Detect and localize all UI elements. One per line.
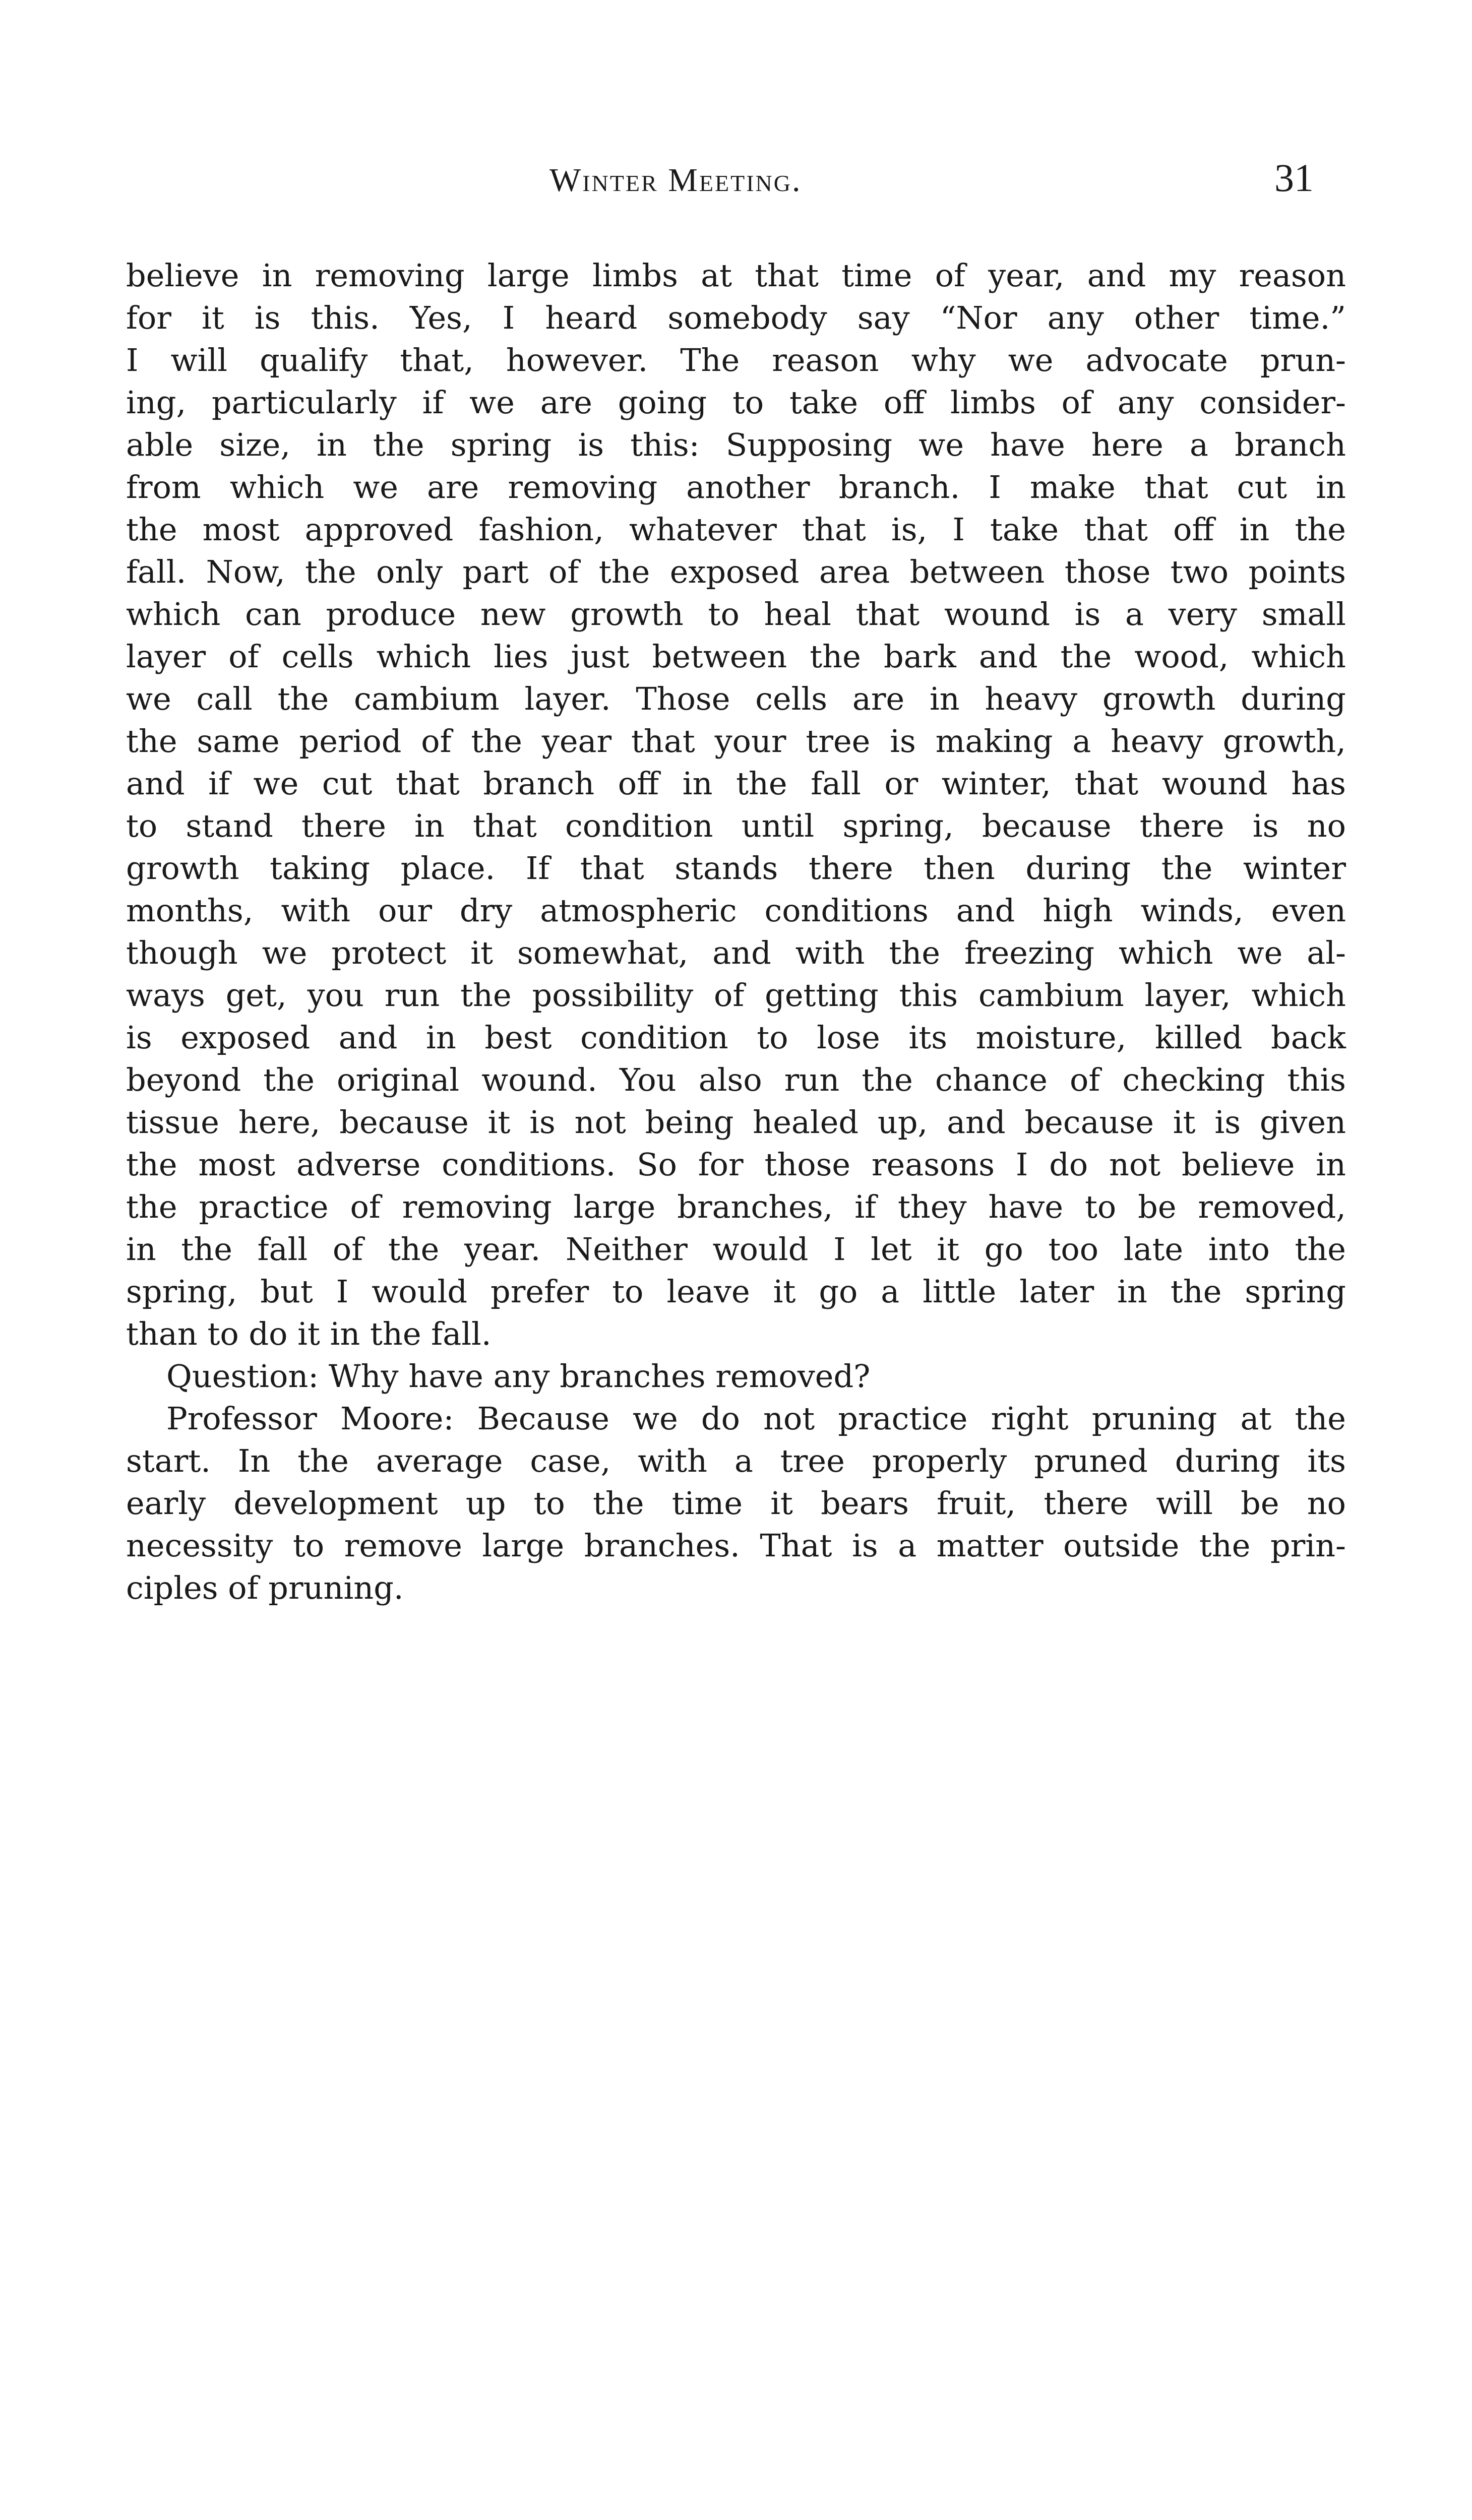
text-line: though we protect it somewhat, and with the freezing which we al- — [126, 934, 1346, 971]
text-line: beyond the original wound. You also run the chance of checking this — [126, 1061, 1346, 1098]
text-line: the same period of the year that your tree is making a heavy growth, — [126, 723, 1346, 760]
text-line: is exposed and in best condition to lose its moisture, killed back — [126, 1019, 1346, 1056]
text-line: we call the cambium layer. Those cells are in heavy growth during — [126, 680, 1346, 717]
text-line: fall. Now, the only part of the exposed area between those two points — [126, 553, 1346, 590]
text-line: from which we are removing another branch. I make that cut in — [126, 469, 1346, 506]
text-line: the practice of removing large branches, if they have to be removed, — [126, 1188, 1346, 1225]
text-line: I will qualify that, however. The reason why we advocate prun- — [126, 342, 1346, 379]
running-title: Winter Meeting. — [549, 162, 802, 199]
text-line: able size, in the spring is this: Supposing we have here a branch — [126, 426, 1346, 463]
text-line: start. In the average case, with a tree properly pruned during its — [126, 1442, 1346, 1479]
text-line: necessity to remove large branches. That is a matter outside the prin- — [126, 1527, 1346, 1564]
text-line: the most adverse conditions. So for those reasons I do not believe in — [126, 1146, 1346, 1183]
text-line: ing, particularly if we are going to take off limbs of any consider- — [126, 384, 1346, 421]
body-text — [126, 255, 1346, 1609]
text-line: months, with our dry atmospheric conditions and high winds, even — [126, 892, 1346, 929]
text-line: growth taking place. If that stands there then during the winter — [126, 850, 1346, 887]
text-line: believe in removing large limbs at that time of year, and my reason — [126, 257, 1346, 294]
running-head — [0, 151, 1472, 207]
text-line: tissue here, because it is not being healed up, and because it is given — [126, 1104, 1346, 1141]
text-line: in the fall of the year. Neither would I let it go too late into the — [126, 1231, 1346, 1268]
text-line: and if we cut that branch off in the fall or winter, that wound has — [126, 765, 1346, 802]
answer-line: Professor Moore: Because we do not practice right pruning at the — [166, 1400, 1346, 1437]
text-line: than to do it in the fall. — [126, 1315, 492, 1352]
text-line: which can produce new growth to heal that wound is a very small — [126, 596, 1346, 633]
text-line: layer of cells which lies just between the bark and the wood, which — [126, 638, 1346, 675]
page-number: 31 — [1274, 156, 1314, 200]
text-line: spring, but I would prefer to leave it go a little later in the spring — [126, 1273, 1346, 1310]
text-line: ways get, you run the possibility of getting this cambium layer, which — [126, 977, 1346, 1014]
text-line: the most approved fashion, whatever that is, I take that off in the — [126, 511, 1346, 548]
question-line: Question: Why have any branches removed? — [166, 1358, 871, 1395]
text-line: ciples of pruning. — [126, 1569, 404, 1606]
text-line: for it is this. Yes, I heard somebody say “Nor any other time.” — [126, 299, 1346, 336]
text-line: early development up to the time it bears fruit, there will be no — [126, 1485, 1346, 1522]
text-line: to stand there in that condition until spring, because there is no — [126, 807, 1346, 844]
